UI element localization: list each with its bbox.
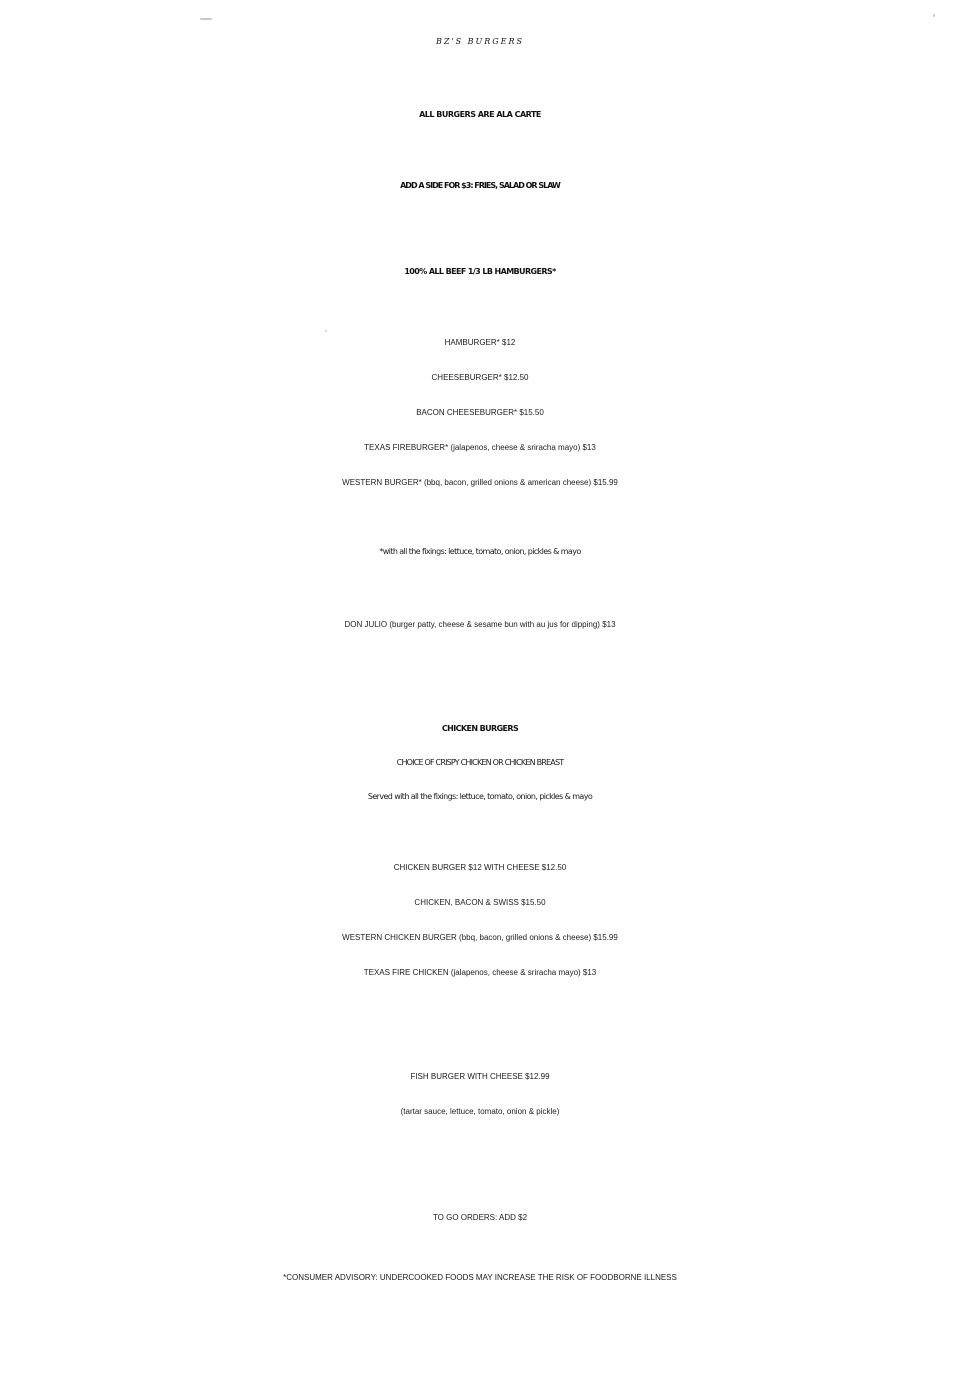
scan-speck — [325, 330, 327, 332]
menu-item-chicken-burger: CHICKEN BURGER $12 WITH CHEESE $12.50 — [393, 863, 567, 872]
scan-speck — [933, 14, 935, 17]
menu-item-don-julio: DON JULIO (burger patty, cheese & sesame bun with au jus for dipping) $13 — [344, 620, 616, 629]
hamburgers-fixings-note: *with all the fixings: lettuce, tomato, onion, pickles & mayo — [379, 547, 581, 556]
menu-item-hamburger: HAMBURGER* $12 — [444, 338, 516, 347]
side-offer-heading: ADD A SIDE FOR $3: FRIES, SALAD OR SLAW — [400, 181, 560, 190]
consumer-advisory: *CONSUMER ADVISORY: UNDERCOOKED FOODS MAY INCREASE THE RISK OF FOODBORNE ILLNESS — [283, 1273, 677, 1282]
menu-item-western-chicken-burger: WESTERN CHICKEN BURGER (bbq, bacon, grilled onions & cheese) $15.99 — [342, 933, 618, 942]
chicken-fixings-note: Served with all the fixings: lettuce, tomato, onion, pickles & mayo — [367, 792, 593, 801]
fish-burger-description: (tartar sauce, lettuce, tomato, onion & pickle) — [400, 1107, 560, 1116]
menu-item-western-burger: WESTERN BURGER* (bbq, bacon, grilled onions & american cheese) $15.99 — [342, 478, 618, 487]
menu-item-chicken-bacon-swiss: CHICKEN, BACON & SWISS $15.50 — [414, 898, 546, 907]
menu-item-fish-burger: FISH BURGER WITH CHEESE $12.99 — [410, 1072, 550, 1081]
menu-item-texas-fire-chicken: TEXAS FIRE CHICKEN (jalapenos, cheese & sriracha mayo) $13 — [363, 968, 597, 977]
scan-speck — [200, 18, 212, 20]
chicken-choice-note: CHOICE OF CRISPY CHICKEN OR CHICKEN BREAST — [396, 758, 564, 767]
menu-item-cheeseburger: CHEESEBURGER* $12.50 — [431, 373, 529, 382]
menu-item-bacon-cheeseburger: BACON CHEESEBURGER* $15.50 — [416, 408, 544, 417]
to-go-notice: TO GO ORDERS: ADD $2 — [432, 1213, 528, 1222]
hamburgers-heading: 100% ALL BEEF 1/3 LB HAMBURGERS* — [404, 267, 556, 276]
chicken-heading: CHICKEN BURGERS — [441, 724, 519, 733]
ala-carte-notice: ALL BURGERS ARE ALA CARTE — [419, 110, 541, 119]
menu-item-texas-fireburger: TEXAS FIREBURGER* (jalapenos, cheese & sriracha mayo) $13 — [364, 443, 596, 452]
restaurant-title: BZ'S BURGERS — [435, 37, 525, 46]
